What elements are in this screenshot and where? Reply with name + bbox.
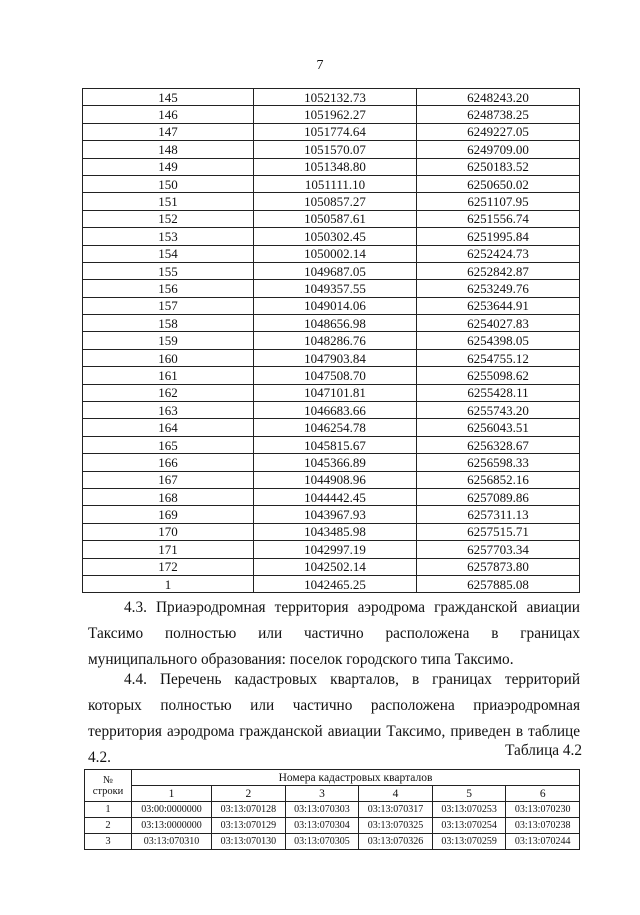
table-row xyxy=(83,384,580,401)
paragraph-4-3-text: 4.3. Приаэродромная территория аэродрома гражданской авиации Таксимо полностью или частично расположена в границах муниципального образования: поселок городского типа Таксимо. xyxy=(88,599,580,668)
y-coordinate-cell: 6257311.13 xyxy=(417,506,580,523)
point-number-cell: 147 xyxy=(83,123,254,140)
x-coordinate-cell: 1045366.89 xyxy=(254,454,417,471)
y-coordinate-cell: 6257515.71 xyxy=(417,523,580,540)
point-number-cell: 166 xyxy=(83,454,254,471)
x-coordinate-cell: 1049357.55 xyxy=(254,280,417,297)
y-coordinate-cell: 6257885.08 xyxy=(417,575,580,592)
point-number-cell: 152 xyxy=(83,210,254,227)
point-number-cell: 156 xyxy=(83,280,254,297)
cadastral-number-cell: 03:13:070230 xyxy=(506,802,580,818)
table-row xyxy=(83,123,580,140)
y-coordinate-cell: 6256328.67 xyxy=(417,436,580,453)
point-number-cell: 160 xyxy=(83,349,254,366)
point-number-cell: 170 xyxy=(83,523,254,540)
point-number-cell: 153 xyxy=(83,228,254,245)
table-row xyxy=(83,175,580,192)
cadastral-table xyxy=(84,769,580,850)
table-row xyxy=(83,402,580,419)
coordinates-table xyxy=(82,88,580,593)
point-number-cell: 154 xyxy=(83,245,254,262)
table-caption: Таблица 4.2 xyxy=(505,742,582,759)
y-coordinate-cell: 6251556.74 xyxy=(417,210,580,227)
y-coordinate-cell: 6255428.11 xyxy=(417,384,580,401)
cadastral-number-cell: 03:13:070244 xyxy=(506,834,580,850)
x-coordinate-cell: 1051962.27 xyxy=(254,106,417,123)
y-coordinate-cell: 6256043.51 xyxy=(417,419,580,436)
cadastral-number-cell: 03:13:070310 xyxy=(132,834,212,850)
x-coordinate-cell: 1050302.45 xyxy=(254,228,417,245)
table-row xyxy=(83,228,580,245)
y-coordinate-cell: 6250183.52 xyxy=(417,158,580,175)
y-coordinate-cell: 6251995.84 xyxy=(417,228,580,245)
table-row xyxy=(83,280,580,297)
table-row xyxy=(83,523,580,540)
y-coordinate-cell: 6255098.62 xyxy=(417,367,580,384)
row-number-header xyxy=(85,770,132,802)
point-number-cell: 150 xyxy=(83,175,254,192)
cadastral-number-cell: 03:13:0000000 xyxy=(132,818,212,834)
table-row xyxy=(83,262,580,279)
table-row xyxy=(85,802,580,818)
point-number-cell: 151 xyxy=(83,193,254,210)
cadastral-group-header: Номера кадастровых кварталов xyxy=(132,770,580,786)
cadastral-number-cell: 03:13:070129 xyxy=(212,818,286,834)
y-coordinate-cell: 6257873.80 xyxy=(417,558,580,575)
y-coordinate-cell: 6253249.76 xyxy=(417,280,580,297)
y-coordinate-cell: 6249709.00 xyxy=(417,141,580,158)
paragraph-4-3 xyxy=(88,595,580,673)
table-row xyxy=(83,315,580,332)
point-number-cell: 159 xyxy=(83,332,254,349)
table-row xyxy=(83,541,580,558)
x-coordinate-cell: 1045815.67 xyxy=(254,436,417,453)
table-row xyxy=(83,193,580,210)
cadastral-number-cell: 03:13:070304 xyxy=(285,818,359,834)
x-coordinate-cell: 1048656.98 xyxy=(254,315,417,332)
x-coordinate-cell: 1042502.14 xyxy=(254,558,417,575)
table-row xyxy=(83,245,580,262)
point-number-cell: 169 xyxy=(83,506,254,523)
column-number-cell: 2 xyxy=(212,786,286,802)
x-coordinate-cell: 1052132.73 xyxy=(254,89,417,106)
y-coordinate-cell: 6251107.95 xyxy=(417,193,580,210)
paragraph-4-4-text: 4.4. Перечень кадастровых кварталов, в границах территорий которых полностью или частично расположена приаэродромная территория аэродрома гражданской авиации Таксимо, приведен в таблице 4.2. xyxy=(88,671,580,766)
x-coordinate-cell: 1050587.61 xyxy=(254,210,417,227)
y-coordinate-cell: 6256598.33 xyxy=(417,454,580,471)
point-number-cell: 162 xyxy=(83,384,254,401)
table-row xyxy=(85,834,580,850)
point-number-cell: 146 xyxy=(83,106,254,123)
point-number-cell: 172 xyxy=(83,558,254,575)
column-number-cell: 3 xyxy=(285,786,359,802)
y-coordinate-cell: 6255743.20 xyxy=(417,402,580,419)
column-number-cell: 1 xyxy=(132,786,212,802)
point-number-cell: 171 xyxy=(83,541,254,558)
table-row xyxy=(83,436,580,453)
x-coordinate-cell: 1050002.14 xyxy=(254,245,417,262)
point-number-cell: 149 xyxy=(83,158,254,175)
cadastral-number-cell: 03:13:070325 xyxy=(359,818,433,834)
x-coordinate-cell: 1049687.05 xyxy=(254,262,417,279)
row-number-cell: 2 xyxy=(85,818,132,834)
point-number-cell: 155 xyxy=(83,262,254,279)
point-number-cell: 161 xyxy=(83,367,254,384)
y-coordinate-cell: 6257089.86 xyxy=(417,488,580,505)
row-number-cell: 3 xyxy=(85,834,132,850)
y-coordinate-cell: 6253644.91 xyxy=(417,297,580,314)
y-coordinate-cell: 6254755.12 xyxy=(417,349,580,366)
point-number-cell: 165 xyxy=(83,436,254,453)
table-row xyxy=(83,419,580,436)
row-number-cell: 1 xyxy=(85,802,132,818)
x-coordinate-cell: 1047903.84 xyxy=(254,349,417,366)
cadastral-number-cell: 03:13:070317 xyxy=(359,802,433,818)
point-number-cell: 168 xyxy=(83,488,254,505)
table-row xyxy=(83,471,580,488)
x-coordinate-cell: 1046254.78 xyxy=(254,419,417,436)
y-coordinate-cell: 6248243.20 xyxy=(417,89,580,106)
y-coordinate-cell: 6252842.87 xyxy=(417,262,580,279)
y-coordinate-cell: 6252424.73 xyxy=(417,245,580,262)
table-row xyxy=(83,488,580,505)
point-number-cell: 145 xyxy=(83,89,254,106)
table-row xyxy=(83,349,580,366)
column-number-cell: 4 xyxy=(359,786,433,802)
table-row xyxy=(83,297,580,314)
table-row xyxy=(83,506,580,523)
y-coordinate-cell: 6254027.83 xyxy=(417,315,580,332)
cadastral-number-cell: 03:13:070254 xyxy=(432,818,506,834)
point-number-cell: 1 xyxy=(83,575,254,592)
cadastral-number-cell: 03:13:070305 xyxy=(285,834,359,850)
cadastral-number-cell: 03:13:070253 xyxy=(432,802,506,818)
column-number-cell: 5 xyxy=(432,786,506,802)
table-row xyxy=(83,367,580,384)
x-coordinate-cell: 1048286.76 xyxy=(254,332,417,349)
table-row xyxy=(83,558,580,575)
x-coordinate-cell: 1050857.27 xyxy=(254,193,417,210)
page-number: 7 xyxy=(316,58,324,73)
point-number-cell: 158 xyxy=(83,315,254,332)
point-number-cell: 148 xyxy=(83,141,254,158)
y-coordinate-cell: 6254398.05 xyxy=(417,332,580,349)
x-coordinate-cell: 1051570.07 xyxy=(254,141,417,158)
table-row xyxy=(83,210,580,227)
x-coordinate-cell: 1051348.80 xyxy=(254,158,417,175)
cadastral-number-cell: 03:13:070326 xyxy=(359,834,433,850)
y-coordinate-cell: 6249227.05 xyxy=(417,123,580,140)
x-coordinate-cell: 1051774.64 xyxy=(254,123,417,140)
table-row xyxy=(83,454,580,471)
x-coordinate-cell: 1046683.66 xyxy=(254,402,417,419)
column-number-cell: 6 xyxy=(506,786,580,802)
point-number-cell: 167 xyxy=(83,471,254,488)
x-coordinate-cell: 1051111.10 xyxy=(254,175,417,192)
table-row xyxy=(83,575,580,592)
table-row xyxy=(83,106,580,123)
table-row xyxy=(83,158,580,175)
cadastral-number-cell: 03:13:070128 xyxy=(212,802,286,818)
x-coordinate-cell: 1049014.06 xyxy=(254,297,417,314)
x-coordinate-cell: 1043485.98 xyxy=(254,523,417,540)
point-number-cell: 164 xyxy=(83,419,254,436)
cadastral-number-cell: 03:13:070130 xyxy=(212,834,286,850)
x-coordinate-cell: 1042997.19 xyxy=(254,541,417,558)
cadastral-number-cell: 03:13:070259 xyxy=(432,834,506,850)
cadastral-number-cell: 03:13:070238 xyxy=(506,818,580,834)
point-number-cell: 163 xyxy=(83,402,254,419)
cadastral-column-numbers-row xyxy=(85,786,580,802)
table-row xyxy=(83,89,580,106)
table-row xyxy=(83,332,580,349)
cadastral-number-cell: 03:13:070303 xyxy=(285,802,359,818)
table-row xyxy=(85,818,580,834)
point-number-cell: 157 xyxy=(83,297,254,314)
y-coordinate-cell: 6250650.02 xyxy=(417,175,580,192)
y-coordinate-cell: 6256852.16 xyxy=(417,471,580,488)
row-number-header-symbol: № xyxy=(102,774,114,786)
x-coordinate-cell: 1047101.81 xyxy=(254,384,417,401)
x-coordinate-cell: 1044442.45 xyxy=(254,488,417,505)
y-coordinate-cell: 6248738.25 xyxy=(417,106,580,123)
x-coordinate-cell: 1044908.96 xyxy=(254,471,417,488)
cadastral-header-row xyxy=(85,770,580,786)
row-number-header-label: строки xyxy=(92,785,124,797)
table-row xyxy=(83,141,580,158)
x-coordinate-cell: 1042465.25 xyxy=(254,575,417,592)
x-coordinate-cell: 1043967.93 xyxy=(254,506,417,523)
cadastral-number-cell: 03:00:0000000 xyxy=(132,802,212,818)
x-coordinate-cell: 1047508.70 xyxy=(254,367,417,384)
y-coordinate-cell: 6257703.34 xyxy=(417,541,580,558)
